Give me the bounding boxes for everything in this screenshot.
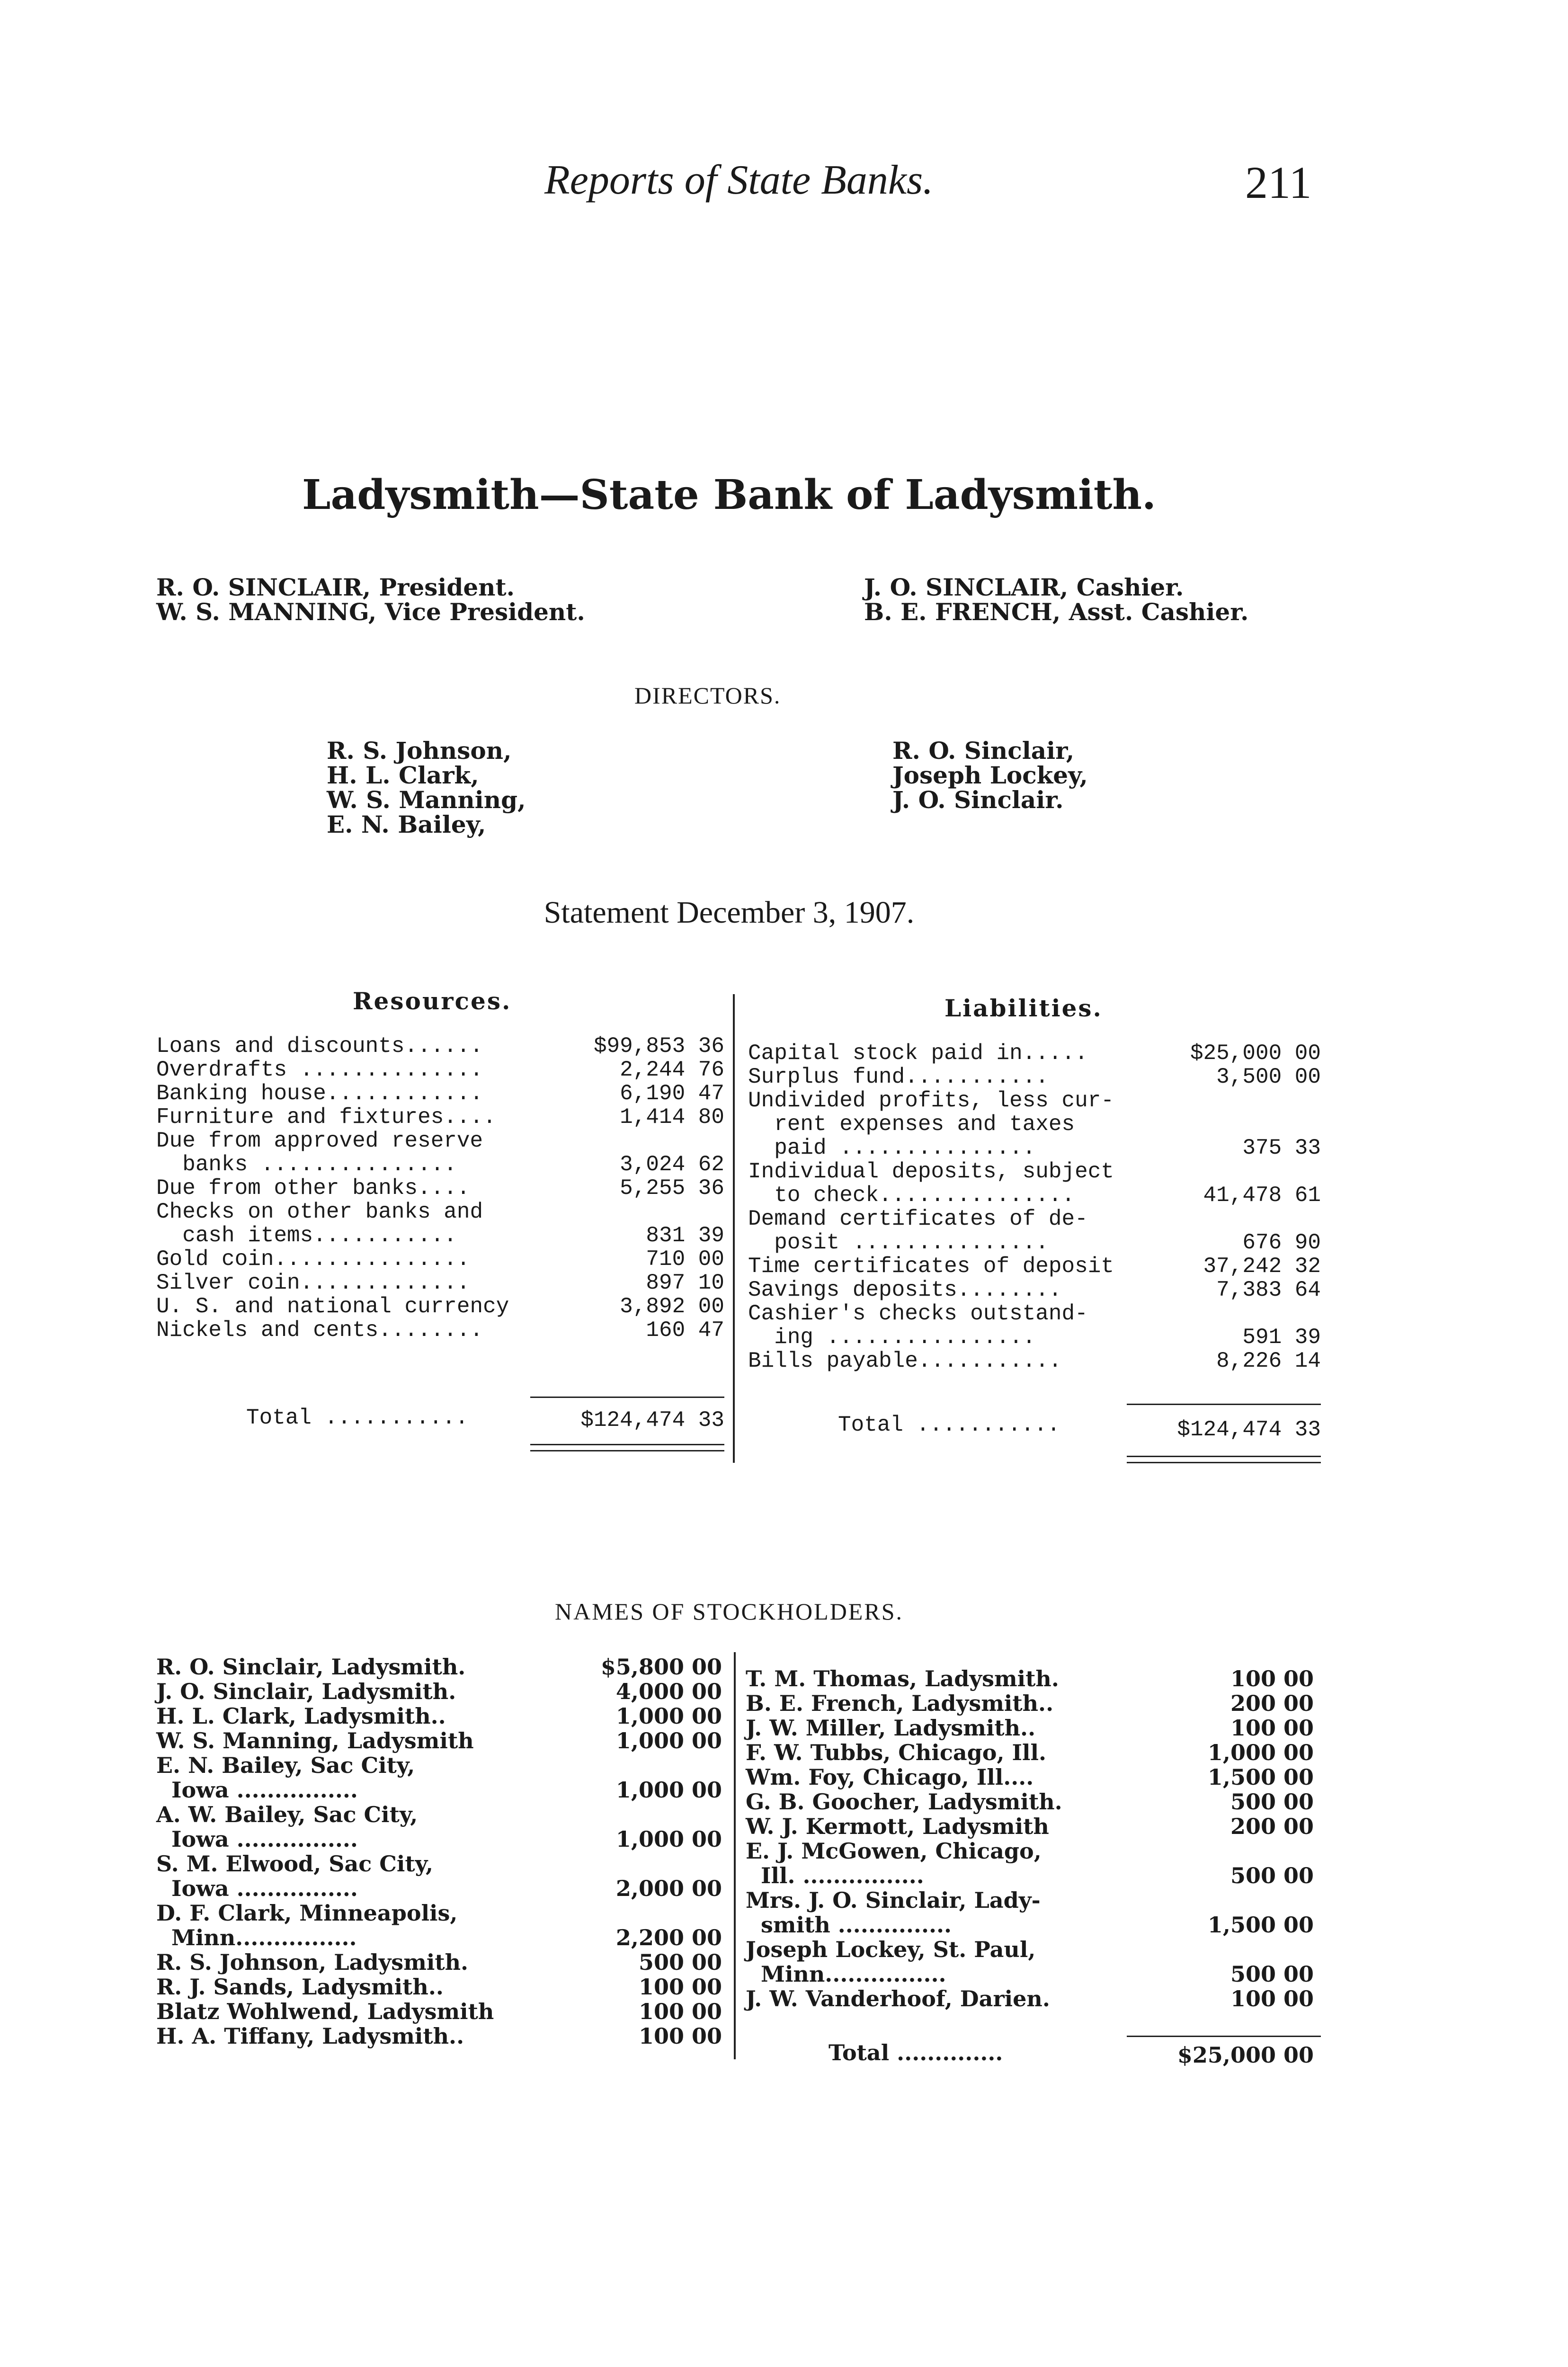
stockholder-right-name: J. W. Miller, Ladysmith.. <box>746 1715 1036 1741</box>
resource-item-label: banks ............... <box>156 1152 457 1177</box>
resources-heading: Resources. <box>353 987 512 1015</box>
resource-item-amount: 1,414 80 <box>620 1105 724 1130</box>
stockholder-right-name: Joseph Lockey, St. Paul, <box>746 1937 1036 1962</box>
resource-item-amount: $99,853 36 <box>593 1034 724 1059</box>
resource-item-label: Due from approved reserve <box>156 1129 483 1153</box>
stockholder-left-name: S. M. Elwood, Sac City, <box>156 1851 433 1877</box>
liability-item-label: ing ................ <box>748 1325 1036 1350</box>
stockholder-left-name: Minn................ <box>156 1925 357 1950</box>
stockholder-left-amount: 4,000 00 <box>615 1679 722 1704</box>
officer-vice-president: W. S. MANNING, Vice President. <box>156 598 585 626</box>
liability-item-label: Surplus fund........... <box>748 1065 1049 1089</box>
statement-date: Statement December 3, 1907. <box>543 895 915 930</box>
stockholder-right-name: T. M. Thomas, Ladysmith. <box>746 1666 1059 1691</box>
stockholder-left-name: J. O. Sinclair, Ladysmith. <box>156 1679 456 1704</box>
liability-item-label: Undivided profits, less cur- <box>748 1088 1114 1113</box>
stockholders-total: $25,000 00 <box>1177 2042 1314 2068</box>
officers-left <box>156 575 585 624</box>
director-item: R. S. Johnson, <box>327 737 512 765</box>
stockholder-right-amount: 200 00 <box>1230 1691 1314 1716</box>
liabilities-heading: Liabilities. <box>944 994 1103 1022</box>
stockholder-right-name: Mrs. J. O. Sinclair, Lady- <box>746 1887 1041 1913</box>
liability-item-label: Savings deposits........ <box>748 1278 1062 1302</box>
stockholder-left-amount: 100 00 <box>638 1974 722 2000</box>
liability-item-amount: 375 33 <box>1242 1136 1321 1160</box>
liability-item-amount: 3,500 00 <box>1216 1065 1321 1089</box>
liability-item-amount: 8,226 14 <box>1216 1349 1321 1373</box>
liabilities-total: $124,474 33 <box>1177 1417 1321 1442</box>
stockholder-left-name: H. A. Tiffany, Ladysmith.. <box>156 2023 464 2049</box>
liability-item-label: to check............... <box>748 1183 1075 1208</box>
bank-title: Ladysmith—State Bank of Ladysmith. <box>302 471 1156 519</box>
liability-item-amount: $25,000 00 <box>1190 1041 1321 1066</box>
officer-cashier: J. O. SINCLAIR, Cashier. <box>864 573 1184 601</box>
stockholder-right-amount: 500 00 <box>1230 1863 1314 1888</box>
directors-heading: DIRECTORS. <box>634 682 781 709</box>
liability-item-amount: 591 39 <box>1242 1325 1321 1350</box>
resource-item-label: cash items........... <box>156 1223 457 1248</box>
liability-item-label: Bills payable........... <box>748 1349 1062 1373</box>
stockholder-left-name: Iowa ................ <box>156 1777 358 1803</box>
resource-item-amount: 710 00 <box>646 1247 724 1272</box>
running-title: Reports of State Banks. <box>544 157 934 203</box>
stockholder-left-name: Iowa ................ <box>156 1826 358 1852</box>
officers-right <box>864 575 1248 624</box>
resource-item-amount: 160 47 <box>646 1318 724 1343</box>
stockholder-left-amount: $5,800 00 <box>600 1654 722 1680</box>
stockholder-right-name: W. J. Kermott, Ladysmith <box>746 1814 1049 1839</box>
resources-total-underline <box>530 1444 724 1451</box>
stockholder-right-amount: 1,500 00 <box>1207 1764 1314 1790</box>
resource-item-amount: 3,024 62 <box>620 1152 724 1177</box>
resource-item-label: Due from other banks.... <box>156 1176 470 1201</box>
stockholder-right-name: Minn................ <box>746 1961 946 1987</box>
director-item: E. N. Bailey, <box>327 810 486 838</box>
liability-item-label: rent expenses and taxes <box>748 1112 1075 1137</box>
stockholder-right-amount: 1,000 00 <box>1207 1740 1314 1765</box>
resource-item-label: Overdrafts .............. <box>156 1058 483 1082</box>
resource-item-amount: 831 39 <box>646 1223 724 1248</box>
resource-item-label: U. S. and national currency <box>156 1294 509 1319</box>
stockholder-left-name: H. L. Clark, Ladysmith.. <box>156 1703 446 1729</box>
stockholder-right-name: Wm. Foy, Chicago, Ill.... <box>746 1764 1034 1790</box>
resource-item-label: Furniture and fixtures.... <box>156 1105 496 1130</box>
stockholder-left-amount: 100 00 <box>638 2023 722 2049</box>
stockholder-left-amount: 2,200 00 <box>615 1925 722 1950</box>
stockholder-left-amount: 2,000 00 <box>615 1876 722 1901</box>
resource-item-label: Banking house............ <box>156 1081 483 1106</box>
resource-item-label: Silver coin............. <box>156 1271 470 1295</box>
stockholder-left-name: Iowa ................ <box>156 1876 358 1901</box>
stockholder-right-name: F. W. Tubbs, Chicago, Ill. <box>746 1740 1046 1765</box>
stockholder-left-amount: 1,000 00 <box>615 1703 722 1729</box>
resources-total-label: Total ........... <box>246 1406 469 1430</box>
officer-president: R. O. SINCLAIR, President. <box>156 573 515 601</box>
liability-item-label: Individual deposits, subject <box>748 1159 1114 1184</box>
resource-item-label: Gold coin............... <box>156 1247 470 1272</box>
stockholder-left-amount: 100 00 <box>638 1999 722 2024</box>
resources-total: $124,474 33 <box>580 1408 724 1433</box>
stockholder-right-name: smith ............... <box>746 1912 952 1938</box>
director-item: R. O. Sinclair, <box>892 737 1075 765</box>
stockholder-left-name: R. J. Sands, Ladysmith.. <box>156 1974 444 2000</box>
stockholder-right-name: J. W. Vanderhoof, Darien. <box>746 1986 1050 2011</box>
resource-item-label: Loans and discounts...... <box>156 1034 483 1059</box>
officer-assistant-cashier: B. E. FRENCH, Asst. Cashier. <box>864 598 1249 626</box>
liability-item-label: Cashier's checks outstand- <box>748 1301 1088 1326</box>
director-item: Joseph Lockey, <box>892 761 1088 789</box>
stockholder-right-amount: 500 00 <box>1230 1961 1314 1987</box>
stockholder-left-name: R. S. Johnson, Ladysmith. <box>156 1949 469 1975</box>
director-item: W. S. Manning, <box>327 786 526 814</box>
stockholder-left-name: E. N. Bailey, Sac City, <box>156 1753 415 1778</box>
liability-item-amount: 37,242 32 <box>1203 1254 1321 1279</box>
column-divider <box>733 994 735 1463</box>
stockholder-right-name: Ill. ................ <box>746 1863 924 1888</box>
stockholders-heading: NAMES OF STOCKHOLDERS. <box>554 1598 904 1625</box>
resource-item-amount: 897 10 <box>646 1271 724 1295</box>
stockholder-right-amount: 100 00 <box>1230 1666 1314 1691</box>
page-number: 211 <box>1245 157 1312 208</box>
resource-item-amount: 2,244 76 <box>620 1058 724 1082</box>
resource-item-amount: 3,892 00 <box>620 1294 724 1319</box>
stockholders-total-rule <box>1127 2036 1321 2037</box>
liability-item-amount: 41,478 61 <box>1203 1183 1321 1208</box>
stockholder-right-name: G. B. Goocher, Ladysmith. <box>746 1789 1062 1815</box>
liability-item-label: posit ............... <box>748 1230 1049 1255</box>
stockholder-left-amount: 1,000 00 <box>615 1826 722 1852</box>
liabilities-total-underline <box>1127 1456 1321 1463</box>
stockholder-left-name: D. F. Clark, Minneapolis, <box>156 1900 458 1926</box>
director-item: J. O. Sinclair. <box>892 786 1064 814</box>
liability-item-label: paid ............... <box>748 1136 1036 1160</box>
stockholder-right-amount: 100 00 <box>1230 1986 1314 2011</box>
stockholder-left-name: R. O. Sinclair, Ladysmith. <box>156 1654 466 1680</box>
resources-total-rule <box>530 1397 724 1398</box>
stockholder-right-amount: 200 00 <box>1230 1814 1314 1839</box>
resource-item-label: Checks on other banks and <box>156 1200 483 1224</box>
liability-item-label: Time certificates of deposit <box>748 1254 1114 1279</box>
stockholder-left-name: Blatz Wohlwend, Ladysmith <box>156 1999 494 2024</box>
stockholder-right-amount: 500 00 <box>1230 1789 1314 1815</box>
director-item: H. L. Clark, <box>327 761 479 789</box>
stockholder-left-name: W. S. Manning, Ladysmith <box>156 1728 474 1753</box>
directors-right <box>892 739 1088 812</box>
liability-item-amount: 7,383 64 <box>1216 1278 1321 1302</box>
liability-item-label: Demand certificates of de- <box>748 1207 1088 1231</box>
stockholder-right-amount: 1,500 00 <box>1207 1912 1314 1938</box>
resource-item-label: Nickels and cents........ <box>156 1318 483 1343</box>
directors-left <box>327 739 526 837</box>
stockholders-total-label: Total .............. <box>829 2040 1003 2065</box>
stockholder-left-amount: 1,000 00 <box>615 1777 722 1803</box>
liabilities-total-rule <box>1127 1404 1321 1405</box>
stockholder-left-amount: 1,000 00 <box>615 1728 722 1753</box>
resource-item-amount: 6,190 47 <box>620 1081 724 1106</box>
stockholder-right-amount: 100 00 <box>1230 1715 1314 1741</box>
resource-item-amount: 5,255 36 <box>620 1176 724 1201</box>
stockholder-right-name: B. E. French, Ladysmith.. <box>746 1691 1054 1716</box>
liability-item-amount: 676 90 <box>1242 1230 1321 1255</box>
liabilities-total-label: Total ........... <box>838 1413 1060 1437</box>
liability-item-label: Capital stock paid in..... <box>748 1041 1088 1066</box>
stockholder-right-name: E. J. McGowen, Chicago, <box>746 1838 1042 1864</box>
stockholder-left-amount: 500 00 <box>638 1949 722 1975</box>
stockholder-left-name: A. W. Bailey, Sac City, <box>156 1802 418 1827</box>
stockholders-divider <box>734 1652 736 2059</box>
